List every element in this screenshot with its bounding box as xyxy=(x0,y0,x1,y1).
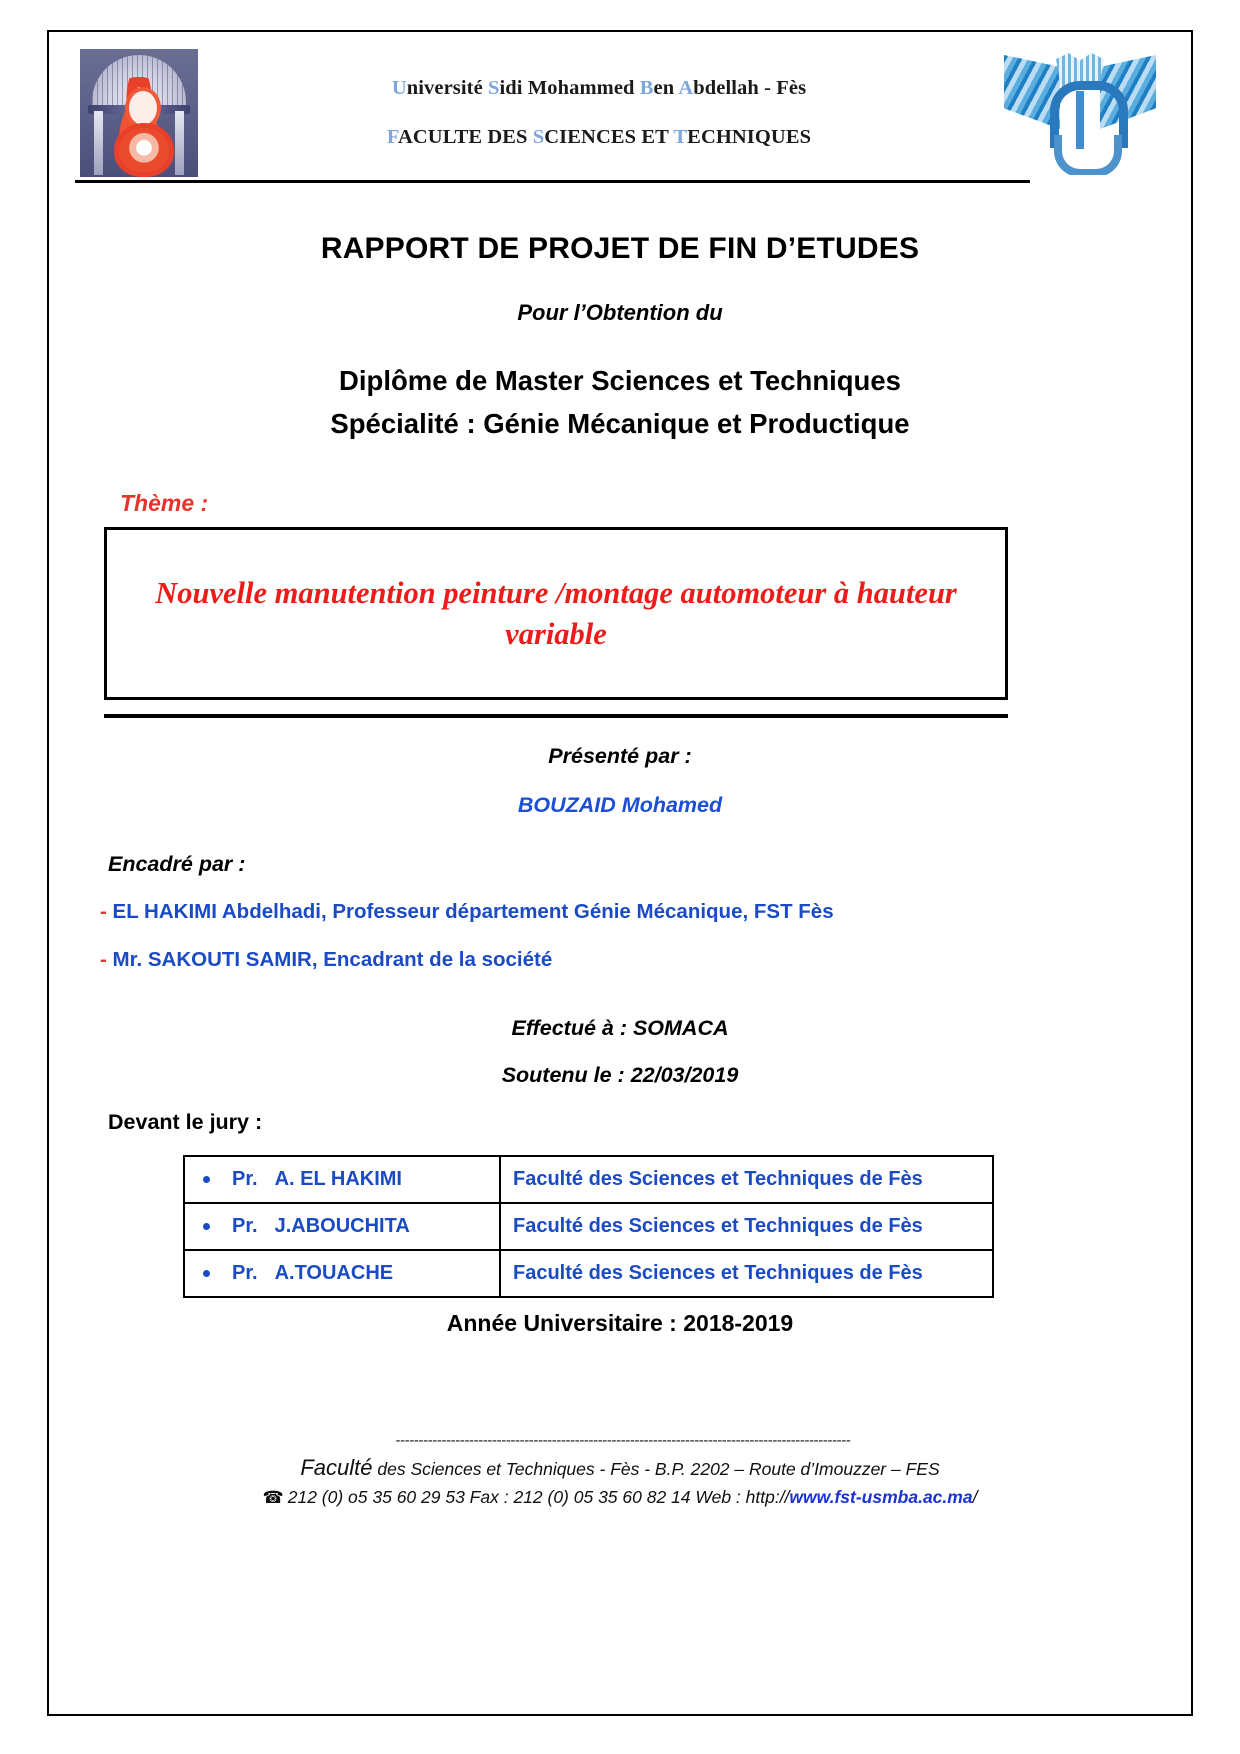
degree-line-1: Diplôme de Master Sciences et Techniques xyxy=(339,365,901,396)
header-divider xyxy=(75,180,1030,183)
academic-year: Année Universitaire : 2018-2019 xyxy=(446,1310,794,1336)
crest-pillar-left xyxy=(94,111,103,175)
bullet-icon xyxy=(203,1270,210,1277)
emblem-bowl xyxy=(1054,135,1122,175)
jury-affiliation-cell xyxy=(500,1156,993,1203)
degree-block xyxy=(0,360,1240,445)
table-row xyxy=(184,1250,993,1297)
document-header xyxy=(80,48,1160,178)
university-name-rest2: idi Mohammed xyxy=(499,77,640,99)
jury-name: A.TOUACHE xyxy=(274,1261,394,1284)
jury-name-cell xyxy=(184,1203,500,1250)
cap-F: F xyxy=(386,126,398,148)
faculty-name-rest3: ECHNIQUES xyxy=(687,126,812,148)
jury-affiliation: Faculté des Sciences et Techniques de Fès xyxy=(513,1261,923,1284)
footer-address-rest: des Sciences et Techniques - Fès - B.P. 2202 – Route d’Imouzzer – FES xyxy=(372,1459,940,1479)
crest-emblem xyxy=(108,77,170,173)
footer-contact xyxy=(0,1487,1240,1508)
footer-contact-after: / xyxy=(972,1487,978,1507)
faculty-name-rest2: CIENCES ET xyxy=(544,126,674,148)
jury-affiliation-cell xyxy=(500,1250,993,1297)
supervised-by-label: Encadré par : xyxy=(108,852,246,876)
jury-table xyxy=(183,1155,994,1298)
presented-by-label: Présenté par : xyxy=(548,744,692,768)
faculty-name-rest1: ACULTE DES xyxy=(397,126,533,148)
jury-prefix: Pr. xyxy=(232,1261,258,1284)
degree-line-2: Spécialité : Génie Mécanique et Productique xyxy=(330,407,910,439)
page-title: RAPPORT DE PROJET DE FIN D’ETUDES xyxy=(320,232,920,265)
bullet-icon xyxy=(203,1223,210,1230)
university-name-rest4: bdellah - Fès xyxy=(693,77,807,99)
author-name: BOUZAID Mohamed xyxy=(517,793,723,817)
footer-address xyxy=(0,1455,1240,1481)
theme-box xyxy=(104,527,1008,700)
supervisor-dash: - xyxy=(100,948,107,971)
jury-label: Devant le jury : xyxy=(108,1110,263,1134)
cap-T: T xyxy=(673,126,688,148)
cap-A: A xyxy=(678,77,694,99)
jury-name: J.ABOUCHITA xyxy=(274,1214,410,1237)
cap-U: U xyxy=(391,77,407,99)
footer-separator: --------------------------------------------------------------------------------------------------- xyxy=(395,1432,851,1449)
theme-label: Thème : xyxy=(120,490,209,516)
jury-name-cell xyxy=(184,1250,500,1297)
crest-pillar-right xyxy=(175,111,184,175)
footer-contact-before: 212 (0) o5 35 60 29 53 Fax : 212 (0) 05 35 60 82 14 Web : http:// xyxy=(287,1487,790,1507)
supervisor-text: Mr. SAKOUTI SAMIR, Encadrant de la société xyxy=(112,948,553,971)
footer-faculty-word: Faculté xyxy=(300,1455,373,1480)
university-name-rest1: niversité xyxy=(406,77,488,99)
supervisor-dash: - xyxy=(100,900,107,923)
jury-name-cell xyxy=(184,1156,500,1203)
defended-on: Soutenu le : 22/03/2019 xyxy=(501,1063,739,1087)
bullet-icon xyxy=(203,1176,210,1183)
jury-affiliation: Faculté des Sciences et Techniques de Fès xyxy=(513,1214,923,1237)
supervisor-item xyxy=(100,900,834,924)
jury-affiliation-cell xyxy=(500,1203,993,1250)
cap-S2: S xyxy=(532,126,545,148)
faculty-name-line xyxy=(216,126,982,149)
footer-website-link[interactable]: www.fst-usmba.ac.ma xyxy=(789,1487,973,1507)
university-name-line xyxy=(216,77,982,100)
cap-S: S xyxy=(488,77,500,99)
cap-B: B xyxy=(639,77,654,99)
theme-divider xyxy=(104,714,1008,718)
performed-at: Effectué à : SOMACA xyxy=(511,1016,729,1040)
university-name-rest3: en xyxy=(653,77,679,99)
fst-emblem-logo xyxy=(1000,51,1160,175)
theme-title: Nouvelle manutention peinture /montage automoteur à hauteur variable xyxy=(155,576,957,651)
header-institution-text xyxy=(198,77,1000,149)
jury-affiliation: Faculté des Sciences et Techniques de Fès xyxy=(513,1167,923,1190)
table-row xyxy=(184,1156,993,1203)
jury-prefix: Pr. xyxy=(232,1214,258,1237)
telephone-icon: ☎ xyxy=(262,1488,284,1507)
jury-prefix: Pr. xyxy=(232,1167,258,1190)
university-crest-logo xyxy=(80,49,198,177)
jury-name: A. EL HAKIMI xyxy=(274,1167,402,1190)
table-row xyxy=(184,1203,993,1250)
supervisor-item xyxy=(100,948,552,972)
purpose-label: Pour l’Obtention du xyxy=(517,300,723,325)
supervisor-text: EL HAKIMI Abdelhadi, Professeur département Génie Mécanique, FST Fès xyxy=(112,900,834,923)
